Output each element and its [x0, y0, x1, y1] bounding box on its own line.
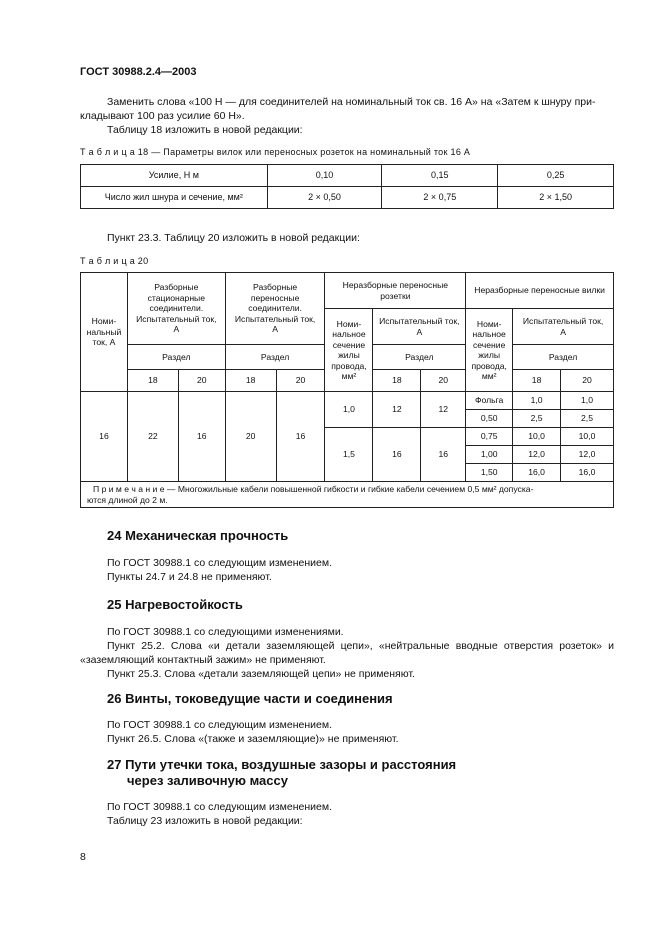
table18-caption: Т а б л и ц а 18 — Параметры вилок или переносных розеток на номинальный ток 16 А: [80, 147, 471, 157]
table-cell: 1,0: [325, 392, 373, 428]
intro-line-1: Заменить слова «100 Н — для соединителей на номинальный ток св. 16 А» на «Затем к шнуру при-: [107, 96, 596, 108]
table-cell: 1,50: [466, 464, 513, 482]
header-nominal-current: Номи- нальный ток, А: [81, 273, 128, 392]
table-cell: 2 × 0,75: [382, 187, 498, 209]
table-cell: 16: [178, 392, 225, 482]
table-cell: 20: [225, 392, 276, 482]
table-cell: 1,0: [513, 392, 561, 410]
table-cell: 2,5: [513, 410, 561, 428]
header-section-20: 20: [276, 370, 325, 392]
header-cross-section: Номи- нальное сечение жилы провода, мм²: [466, 309, 513, 392]
table-cell: 16: [421, 428, 466, 482]
section-26-line-1: По ГОСТ 30988.1 со следующим изменением.: [107, 719, 333, 731]
header-section-20: 20: [178, 370, 225, 392]
section-25-line-4: Пункт 25.3. Слова «детали заземляющей цепи» не применяют.: [107, 668, 415, 680]
header-section: Раздел: [127, 345, 225, 370]
table-cell: 0,25: [498, 165, 614, 187]
table-cell: 10,0: [561, 428, 614, 446]
header-section: Раздел: [373, 345, 466, 370]
section-27-line-2: Таблицу 23 изложить в новой редакции:: [107, 815, 303, 827]
table-cell: 1,5: [325, 428, 373, 482]
table20-note-line-2: ются длиной до 2 м.: [87, 494, 168, 505]
section-25-line-3: «заземляющий контактный зажим» не применяют.: [80, 654, 326, 666]
table-cell: 0,75: [466, 428, 513, 446]
table-cell: 22: [127, 392, 178, 482]
header-group-4: Неразборные переносные вилки: [466, 273, 614, 309]
intro-line-3: Таблицу 18 изложить в новой редакции:: [107, 124, 303, 136]
table-cell: 16: [276, 392, 325, 482]
table-cell: 0,10: [267, 165, 382, 187]
header-test-current: Испытательный ток, А: [513, 309, 614, 345]
section-24-line-1: По ГОСТ 30988.1 со следующим изменением.: [107, 557, 333, 569]
table-cell: 16: [373, 428, 421, 482]
header-section-18: 18: [513, 370, 561, 392]
table-cell: 16,0: [513, 464, 561, 482]
table-cell: 12,0: [561, 446, 614, 464]
header-section-18: 18: [225, 370, 276, 392]
table-row: [81, 165, 614, 187]
header-group-1: Разборные стационарные соединители. Испытательный ток, А: [127, 273, 225, 345]
section-27-title: 27 Пути утечки тока, воздушные зазоры и расстояния: [107, 757, 457, 772]
table-note-row: [81, 482, 614, 508]
section-24-line-2: Пункты 24.7 и 24.8 не применяют.: [107, 571, 272, 583]
table-cell: 12: [421, 392, 466, 428]
header-test-current: Испытательный ток, А: [373, 309, 466, 345]
table18-row2-label: Число жил шнура и сечение, мм²: [81, 187, 268, 209]
table-row: [81, 187, 614, 209]
table-header-row: [81, 273, 614, 309]
header-section: Раздел: [513, 345, 614, 370]
header-cross-section: Номи- нальное сечение жилы провода, мм²: [325, 309, 373, 392]
table-cell: 16,0: [561, 464, 614, 482]
table-cell: 0,50: [466, 410, 513, 428]
header-section-20: 20: [421, 370, 466, 392]
page-number: 8: [80, 851, 86, 863]
section-26-title: 26 Винты, токоведущие части и соединения: [107, 691, 393, 706]
table-cell: 2 × 1,50: [498, 187, 614, 209]
section-25-title: 25 Нагревостойкость: [107, 597, 243, 612]
section-27-line-1: По ГОСТ 30988.1 со следующим изменением.: [107, 801, 333, 813]
table-cell: 12,0: [513, 446, 561, 464]
header-group-2: Разборные переносные соединители. Испытательный ток, А: [225, 273, 325, 345]
header-section-18: 18: [373, 370, 421, 392]
document-header: ГОСТ 30988.2.4—2003: [80, 66, 197, 78]
header-section: Раздел: [225, 345, 325, 370]
table20-note-line-1: П р и м е ч а н и е — Многожильные кабели повышенной гибкости и гибкие кабели сечением 0,5 мм² допуска-: [93, 484, 534, 494]
table20-caption: Т а б л и ц а 20: [80, 256, 149, 266]
clause-23-3: Пункт 23.3. Таблицу 20 изложить в новой редакции:: [107, 232, 360, 244]
header-group-3: Неразборные переносные розетки: [325, 273, 466, 309]
header-section-20: 20: [561, 370, 614, 392]
section-27-title-cont: через заливочную массу: [127, 773, 288, 788]
section-26-line-2: Пункт 26.5. Слова «(также и заземляющие)» не применяют.: [107, 733, 399, 745]
section-25-line-2: Пункт 25.2. Слова «и детали заземляющей цепи», «нейтральные вводные отверстия розеток» и: [107, 640, 614, 652]
table-cell: Фольга: [466, 392, 513, 410]
table-cell: 2,5: [561, 410, 614, 428]
intro-line-2: кладывают 100 раз усилие 60 Н».: [80, 110, 245, 122]
section-24-title: 24 Механическая прочность: [107, 528, 289, 543]
table-cell: 12: [373, 392, 421, 428]
header-section-18: 18: [127, 370, 178, 392]
table-18: [80, 164, 614, 209]
table-cell: 1,0: [561, 392, 614, 410]
table-cell: 1,00: [466, 446, 513, 464]
table-cell: 10,0: [513, 428, 561, 446]
table-20: [80, 272, 614, 508]
table-cell: 2 × 0,50: [267, 187, 382, 209]
table18-row1-label: Усилие, Н м: [81, 165, 268, 187]
table-cell: 0,15: [382, 165, 498, 187]
body-nominal: 16: [81, 392, 128, 482]
section-25-line-1: По ГОСТ 30988.1 со следующими изменениями.: [107, 626, 344, 638]
table-row: [81, 392, 614, 410]
table20-note: [81, 482, 614, 508]
